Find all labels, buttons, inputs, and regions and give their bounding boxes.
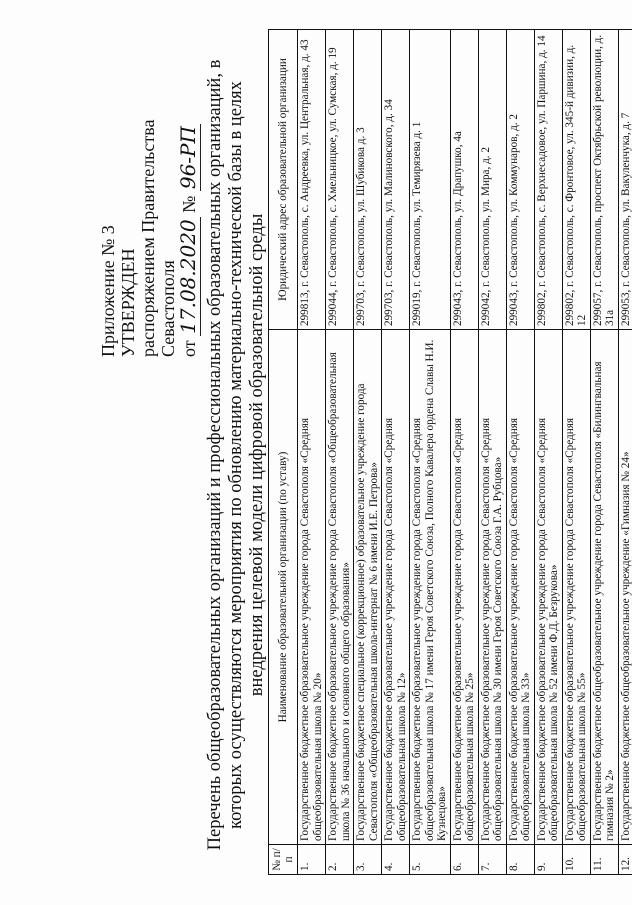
handwritten-number: 96-РП — [176, 126, 200, 190]
table-row — [618, 30, 632, 875]
date-prefix: от — [179, 340, 199, 357]
organization-address: 299019, г. Севастополь, ул. Темирязева д. 1 — [410, 30, 451, 330]
organization-name: Государственное бюджетное образовательное учреждение города Севастополя «Средняя общеобразовательная школа № 33» — [506, 330, 534, 845]
organization-name: Государственное бюджетное образовательное учреждение города Севастополя «Общеобразовательная школа № 36 начального и основного общего образования» — [326, 330, 354, 845]
table-row — [298, 30, 326, 875]
appendix-label: Приложение № 3 — [98, 225, 118, 357]
table-row — [450, 30, 478, 875]
organization-name: Государственное бюджетное образовательное учреждение города Севастополя «Средняя общеобразовательная школа № 55» — [562, 330, 590, 845]
row-number: 3. — [354, 845, 382, 875]
organization-name: Государственное бюджетное образовательное учреждение города Севастополя «Средняя общеобразовательная школа № 12» — [382, 330, 410, 845]
organization-address: 299813, г. Севастополь, с. Андреевка, ул. Центральная, д. 43 — [298, 30, 326, 330]
row-number: 9. — [534, 845, 562, 875]
table-row — [590, 30, 618, 875]
row-number: 8. — [506, 845, 534, 875]
header-address: Юридический адрес образовательной организации — [269, 30, 298, 330]
row-number: 11. — [590, 845, 618, 875]
table-row — [382, 30, 410, 875]
date-line — [178, 37, 199, 357]
organization-address: 299802, г. Севастополь, с. Верхнесадовое, ул. Паршина, д. 14 — [534, 30, 562, 330]
table-row — [410, 30, 451, 875]
approved-label: УТВЕРЖДЕН — [118, 248, 138, 357]
header-name: Наименование образовательной организации (по уставу) — [269, 330, 298, 845]
organization-name: Государственное бюджетное общеобразовательное учреждение «Гимназия № 24» — [618, 330, 632, 845]
organization-name: Государственное бюджетное образовательное учреждение города Севастополя «Средняя общеобразовательная школа № 17 имени Героя Советского Союза, Полного Кавалера ордена Славы Н.И. Кузнецова» — [410, 330, 451, 845]
table-row — [354, 30, 382, 875]
approved-by-label: распоряжением Правительства — [138, 119, 158, 357]
organization-name: Государственное бюджетное образовательное учреждение города Севастополя «Средняя общеобразовательная школа № 30 имени Героя Советского Союза Г.А. Рубцова» — [478, 330, 506, 845]
organization-address: 299802, г. Севастополь, с. Фронтовое, ул. 345-й дивизии, д. 12 — [562, 30, 590, 330]
organization-name: Государственное бюджетное образовательное учреждение города Севастополя «Средняя общеобразовательная школа № 25» — [450, 330, 478, 845]
row-number: 12. — [618, 845, 632, 875]
row-number: 1. — [298, 845, 326, 875]
organizations-table — [268, 29, 632, 875]
handwritten-date: 17.08.2020 — [176, 219, 200, 334]
organization-address: 299044, г. Севастополь, с. Хмельницкое, ул. Сумская, д. 19 — [326, 30, 354, 330]
table-row — [478, 30, 506, 875]
table-body — [298, 30, 632, 875]
city-label: Севастополя — [158, 260, 178, 357]
organization-address: 299043, г. Севастополь, ул. Драпушко, 4а — [450, 30, 478, 330]
row-number: 10. — [562, 845, 590, 875]
organization-address: 299703, г. Севастополь, ул. Шубикова д. 3 — [354, 30, 382, 330]
organization-address: 299043, г. Севастополь, ул. Коммунаров, д. 2 — [506, 30, 534, 330]
table-row — [326, 30, 354, 875]
row-number: 2. — [326, 845, 354, 875]
number-prefix: № — [179, 195, 199, 213]
row-number: 6. — [450, 845, 478, 875]
approval-block — [98, 37, 199, 357]
table-row — [562, 30, 590, 875]
table-row — [534, 30, 562, 875]
table-header-row — [269, 30, 298, 875]
header-num: № п/п — [269, 845, 298, 875]
row-number: 5. — [410, 845, 451, 875]
organization-address: 299042, г. Севастополь, ул. Мира, д. 2 — [478, 30, 506, 330]
row-number: 7. — [478, 845, 506, 875]
document-title: Перечень общеобразовательных организаций и профессиональных образовательных организаций, в которых осуществляются мероприятия по обновлению материально-технической базы в целях внедрения целевой модели цифровой образовательной среды — [205, 59, 267, 851]
organization-name: Государственное бюджетное общеобразовательное учреждение города Севастополя «Билингвальная гимназия № 2» — [590, 330, 618, 845]
organization-name: Государственное бюджетное образовательное учреждение города Севастополя «Средняя общеобразовательная школа № 52 имени Ф.Д. Безрукова» — [534, 330, 562, 845]
organization-address: 299057, г. Севастополь, проспект Октябрьской революции, д. 31а — [590, 30, 618, 330]
table-row — [506, 30, 534, 875]
row-number: 4. — [382, 845, 410, 875]
organization-name: Государственное бюджетное образовательное учреждение города Севастополя «Средняя общеобразовательная школа № 20» — [298, 330, 326, 845]
organization-name: Государственное бюджетное специальное (коррекционное) образовательное учреждение города Севастополя «Общеобразовательная школа-интернат № 6 имени И.Е. Петрова» — [354, 330, 382, 845]
organization-address: 299053, г. Севастополь, ул. Вакуленчука, д. 7 — [618, 30, 632, 330]
organization-address: 299703, г. Севастополь, ул. Малиновского, д. 34 — [382, 30, 410, 330]
